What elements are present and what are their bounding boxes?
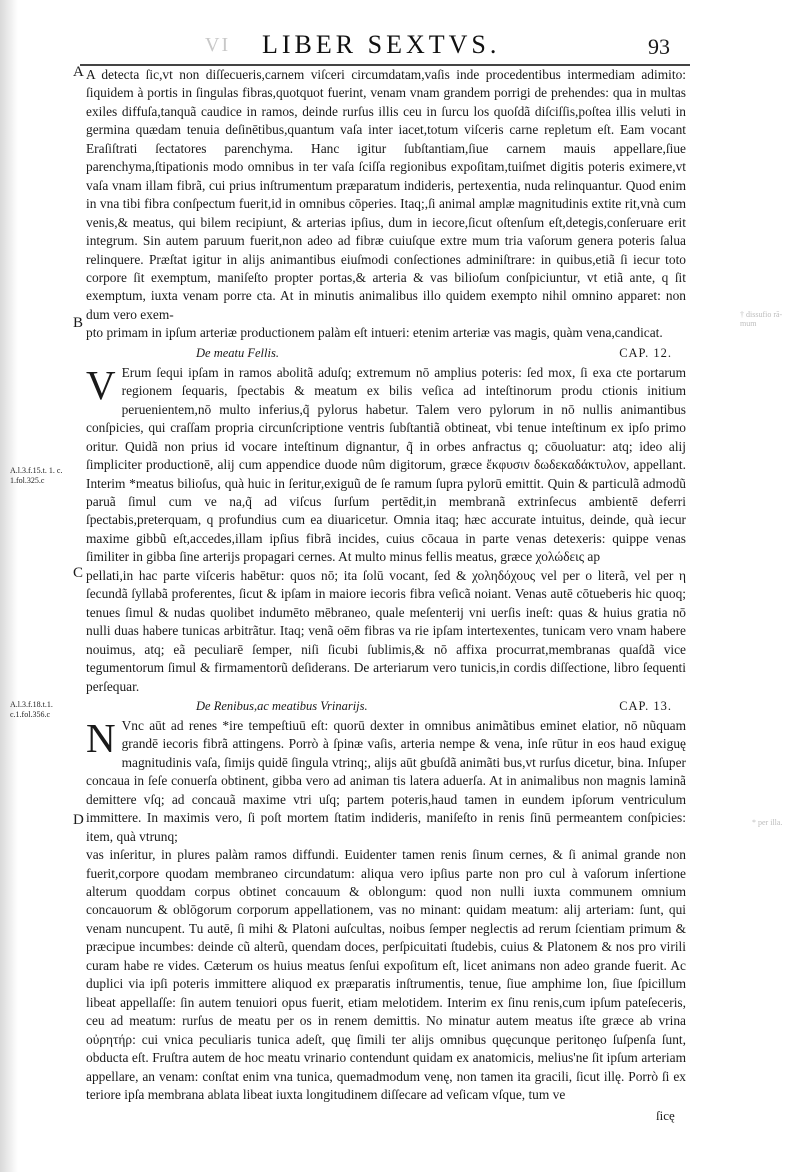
section-letter-c: C (73, 565, 84, 581)
paragraph: Vnc aūt ad renes *ire tempeſtiuū eſt: quorū dexter in omnibus animãtibus eminet elatior, nō nũquam grandē iecoris fibrã attingens. Porrò à ſpinæ vaſis, arteria nempe & vena, inſe rūtur in eos haud exiguę magnitudinis vaſa, ſimijs quidē ſingula vtrinq;, alijs aūt gbuſdã animãti bus,vt rurſus dicetur, bina. Inſuper concaua in ſeſe conuerſa obtinent, gibba vero ad animan tis latera aduerſa. At in animalibus non magnis laminã demittere vſq; ad concauã maxime vtri uſq; partem poteris,haud tamen in eundem ipſorum ventriculum immittere. In maximis vero, ſi poſt mortem ſtatim indideris, maniſeſto in renis ſinū permeantem conſpicies: item, quà vtrunq; (86, 717, 686, 844)
page-gutter-shadow (0, 0, 18, 1172)
running-header (0, 28, 800, 68)
margin-note-reference: A.l.3.f.18.t.1. c.1.fol.356.c (10, 700, 53, 719)
paragraph: vas inſeritur, in plures palàm ramos diffundi. Euidenter tamen renis ſinum cernes, & ſi animal grande non fuerit,corpore quodam membraneo circundatum: aliqua vero ipſius parte non pro cul à vaſorum inſertione alterum quoddam corpus obtinet concauum & oblongum: quod non nulli iuxta communem omnium concauorum & oblōgorum corporum appellationem, vas no minant: quidam meatum: alij arteriam: ſunt, qui venam nuncupent. Tu autē, ſi mihi & Platoni auſcultas, noibus ſemper neglectis ad rerum ſcientiam primum & præcipue incumbes: deinde cũ alterũ, quendam doces, perſpicuitati ſtudebis, cuius & Platonem & nos pro virili curam habe re vides. Cæterum os huius meatus ſenſui expoſitum eſt, licet animans non adeo grande fuerit. Ac duplici via ipſi poteris immittere aliquod ex præparatis inſtrumentis, tenue, ſiue amphime lon, ſiue ſpicillum libeat appellaſſe: ſin autem tenuiori opus fuerit, etiam melotidem. Interim ex ſinu renis,cum ipſum pateſeceris, ceu ad meatum: rurſus de meatu per os in renem demittis. No minatur autem meatus iſte græce ab vrina οὐρητήρ: cui vnica peculiaris tunica adeſt, quę ſimili ter alijs omnibus quęcunque peritonęo ſuſpenſa ſunt, obducta eſt. Fruſtra autem de hoc meatu vrinario contendunt quidam ex anatomicis, melius'ne ſit ipſum arteriam appellare, an venam: conſtat enim vna tunica, quemadmodum venę, non tamen ita gracili, ſicut illę. Porrò ſi ex teriore ipſa membrana ablata libeat iuxta longitudinem diſſecare ad veſicam vſque, tum ve (86, 847, 686, 1103)
section-letter-d: D (73, 812, 84, 828)
chapter-title: De meatu Fellis. (196, 345, 279, 360)
paragraph: Erum ſequi ipſam in ramos abolitã aduſq; extremum nō amplius poteris: ſed mox, ſi exa cte portarum regionem ſequaris, ſpectabis & meatum ex bilis veſica ad inteſtinorum produ ctionis initium peruenientem,nō multo inferius,q̃ pylorus habetur. Talem vero pylorum in nō nullis animantibus conſpicies, qui craſſam propria circunſcriptione ventris ſubſtantiã obtineat, vbi tenue inteſtinum ex ipſo primo oritur. Quidã non prius id vocare inteſtinum dignantur, q̃ in orbes anfractus q; cōuoluatur: atq; ideo alij ſimpliciter productionē, alij cum appendice duode nûm digitorum, græce ἔκφυσιν δωδεκαδάκτυλον, appellant. Interim *meatus bilioſus, quà huic in ſeritur,exiguũ de ſe ramum ſupra pylorū emittit. Quin & particulã admodũ paruã ſimul cum ve na,q̃ ad viſcus ſurſum pertēdit,in membranã extrinſecus ambientē deferri ſpectabis,preterquam, q profundius cum ea diuaricetur. Omnia itaq; hæc accurate intuitus, deinde, quà iecur maxime gibbũ eſt,accedes,illam ipſius fibrã incides, cuius cōcaua in parte venas detexeris: quippe venas ſimiliter in gibba ſine arterijs propagari cernes. At multo minus fellis meatus, græce χολώδεις ap (86, 364, 686, 565)
page-number: 93 (648, 34, 670, 59)
chapter-heading (86, 345, 686, 362)
bleed-through-note: * per illa. (752, 818, 783, 827)
catchword: ſicę (656, 1108, 675, 1123)
bleed-through-header: VI (205, 34, 231, 56)
paragraph: pto primam in ipſum arteriæ productionem palàm eſt intueri: etenim arteriæ vas magis, quàm vena,candicat. (86, 325, 663, 341)
drop-cap: N (86, 714, 116, 761)
chapter-number: CAP. 13. (619, 698, 672, 713)
margin-note-reference: A.l.3.f.15.t. 1. c. 1.fol.325.c (10, 466, 63, 485)
paragraph: A detecta ſic,vt non diſſecueris,carnem viſceri circumdatam,vaſis inde procedentibus intermediam adimito: ſiquidem à portis in ſingulas fibras,quotquot fuerint, venam vnam grandem porrigi de prehendes: qua in multas exiles diffuſa,tanquã caudice in ramos, deinde rurſus illis ceu in ſurcu los quoſdã diſciſſis,poſtea illis veluti in germina quædam tenuia deſinētibus,quantum vaſa inter iacet,totum viſceris carne repletum eſt. Eam vocant Eraſiſtrati ſectatores parenchyma. Hanc igitur ſubſtantiam,ſiue carnem mauis appellare,ſiue parenchyma,ſtipationis modo omnibus in ter vaſa ſciſſa regionibus expoſitam,tuiſmet digitis poteris eximere,vt vaſa vnam illam fibrã, cui prius inſtrumentum præparatum indideris, pertexentia, nuda relinquantur. Quod enim in vna tibi fibra conſpectum fuerit,id in omnibus cōperies. Itaq;,ſi animal amplæ magnitudinis extite rit,vnà cum venis,& meatus, qui bilem recipiunt, & arterias ipſius, dum in iecore,ſicut oſtenſum eſt,detegis,conſeruare erit integrum. Sin autem paruum fuerit,non adeo ad fibræ cuiuſque extre mum tria vaſorum genera poteris ſalua relinquere. Præſtat igitur in alijs animantibus eiuſmodi conſectiones adminiſtrare: in quibus,etiã ſi iecur toto corpore ſit exemptum, maniſeſto propter portas,& arteria & vas bilioſum conſpiciuntur, vt etiã ante, q ſit exemptum, iuxta venam porre cta. At in minutis animalibus illo quidem exempto nihil omnino apparet: non dum vero exem- (86, 67, 686, 322)
chapter-body (86, 714, 686, 1105)
section-letter-a: A (73, 64, 84, 80)
chapter-number: CAP. 12. (619, 345, 672, 360)
drop-cap: V (86, 361, 116, 408)
chapter-body (86, 361, 686, 696)
chapter-heading (86, 698, 686, 715)
chapter-title: De Renibus,ac meatibus Vrinarijs. (196, 698, 368, 713)
running-title: LIBER SEXTVS. (262, 30, 501, 59)
text-column (86, 66, 686, 1104)
paragraph: pellati,in hac parte viſceris habētur: quos nō; ita ſolū vocant, ſed & χοληδόχους vel per o literã, vel per η ſecundã ſyllabã proferentes, ſicut & ipſam in maiore iecoris fibra veſicã noiant. Venas autē cōtueberis hic quoq; tenues ſimul & nudas quolibet indumēto mēbraneo, quale meſenterij vni uerſis ineſt: quas & huius gratia nō nulli duas habere tunicas arbitrãtur. Itaq; venã oēm fibras va rie ipſam intertexentes, tunicam vero vnam habere nouimus, atq; eã peculiarē ſemper, niſi ſicubi ſublimis,& nō affixa procurrat,membranas quaſdã vice tegumentorum ſimul & firmamentorũ deſiderans. De arteriarum vero tunicis,in cordis diſſectione, libro ſequenti perſequar. (86, 567, 686, 694)
bleed-through-note: † dissufio rā- mum (740, 310, 783, 328)
section-letter-b: B (73, 315, 84, 331)
